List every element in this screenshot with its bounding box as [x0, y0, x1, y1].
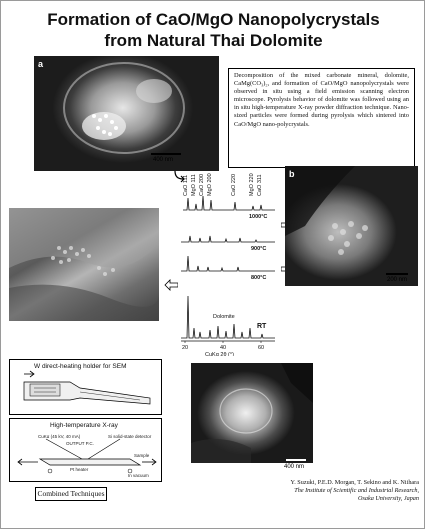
- panel-label-a: a: [38, 59, 44, 69]
- xray-vacuum-label: In vacuum: [128, 473, 149, 478]
- peak-label-cao-111: CaO 111: [183, 174, 189, 196]
- peak-label-cao-220: CaO 220: [231, 173, 237, 196]
- temp-label-1000c: 1000°C: [249, 214, 268, 220]
- scale-label-bottom: 400 nm: [284, 464, 305, 470]
- authors-block: [249, 479, 419, 502]
- xrd-patterns-chart: [169, 166, 281, 356]
- sem-micrograph-dolomite-particle: [34, 56, 219, 171]
- xrd-trace-1000c: [183, 196, 275, 210]
- poster-title-line-2: from Natural Thai Dolomite: [104, 31, 323, 50]
- xray-heater-label: Pt heater: [70, 467, 89, 472]
- peak-label-mgo-200: MgO 200: [207, 173, 213, 196]
- xrd-trace-800c: [181, 256, 275, 271]
- curved-arrow-icon: [173, 169, 187, 183]
- sem-micrograph-sintered-particle: [191, 363, 313, 463]
- poster-title-line-1: Formation of CaO/MgO Nanopolycrystals: [47, 10, 380, 29]
- authors-names: Y. Suzuki, P.E.D. Morgan, T. Sekino and K. Niihara: [290, 479, 419, 486]
- xray-sample-label: Sample: [134, 453, 150, 458]
- x-axis-label: CuKα 2θ (°): [205, 352, 234, 356]
- xray-setup-diagram-box: [9, 418, 162, 482]
- x-tick-20: 20: [182, 345, 189, 351]
- peak-label-cao-311: CaO 311: [257, 174, 263, 196]
- xray-detector-label: Si solid-state detector: [108, 434, 152, 439]
- scale-label-top-left: 400 nm: [153, 157, 174, 163]
- sem-holder-diagram-box: [9, 359, 162, 415]
- xray-setup-drawing: [10, 419, 161, 481]
- sem-holder-title: W direct-heating holder for SEM: [34, 363, 127, 370]
- x-tick-40: 40: [220, 345, 227, 351]
- temp-label-800c: 800°C: [251, 275, 267, 281]
- panel-label-b: b: [289, 169, 295, 179]
- dolomite-label: Dolomite: [213, 314, 235, 320]
- authors-institute: The Institute of Scientific and Industrial Research,: [294, 486, 419, 494]
- x-tick-60: 60: [258, 345, 265, 351]
- xray-output-label: OUTPUT P.C.: [66, 441, 94, 446]
- sem-holder-drawing: [10, 360, 161, 414]
- abstract-box: Decomposition of the mixed carbonate mineral, dolomite, CaMg(CO₃)₂, and formation of CaO/MgO nanopolycrystals were observed in situ using a field emission scanning electron microscope. Pyrolysis behavior of dolomite was followed using an in situ high-temperature X-ray powder diffraction technique. Nano-sized particles were formed during pyrolysis which sintered into CaO/MgO nano-polycrystals.: [228, 68, 415, 168]
- xray-source-label: CuKα (45 kV, 40 mA): [38, 434, 81, 439]
- temp-label-900c: 900°C: [251, 246, 267, 252]
- sem-micrograph-nanoparticles-surface: [9, 208, 159, 321]
- peak-label-mgo-111: MgO 111: [191, 174, 197, 196]
- scale-bar-bottom: [286, 459, 306, 461]
- peak-label-cao-200: CaO 200: [199, 173, 205, 196]
- xrd-trace-900c: [181, 236, 275, 242]
- rt-label: RT: [257, 323, 267, 330]
- sem-micrograph-cao-mgo-nanopolycrystals: [285, 166, 418, 286]
- scale-bar-right: [386, 273, 408, 275]
- xray-setup-title: High-temperature X-ray: [50, 422, 118, 429]
- combined-techniques-label: Combined Techniques: [35, 487, 107, 501]
- xrd-peak-labels: [183, 173, 263, 196]
- left-arrow-icon: [164, 279, 178, 291]
- authors-university: Osaka University, Japan: [357, 494, 419, 502]
- scale-label-right: 200 nm: [387, 277, 408, 283]
- peak-label-mgo-220: MgO 220: [249, 173, 255, 196]
- scale-bar-top-left: [151, 153, 181, 155]
